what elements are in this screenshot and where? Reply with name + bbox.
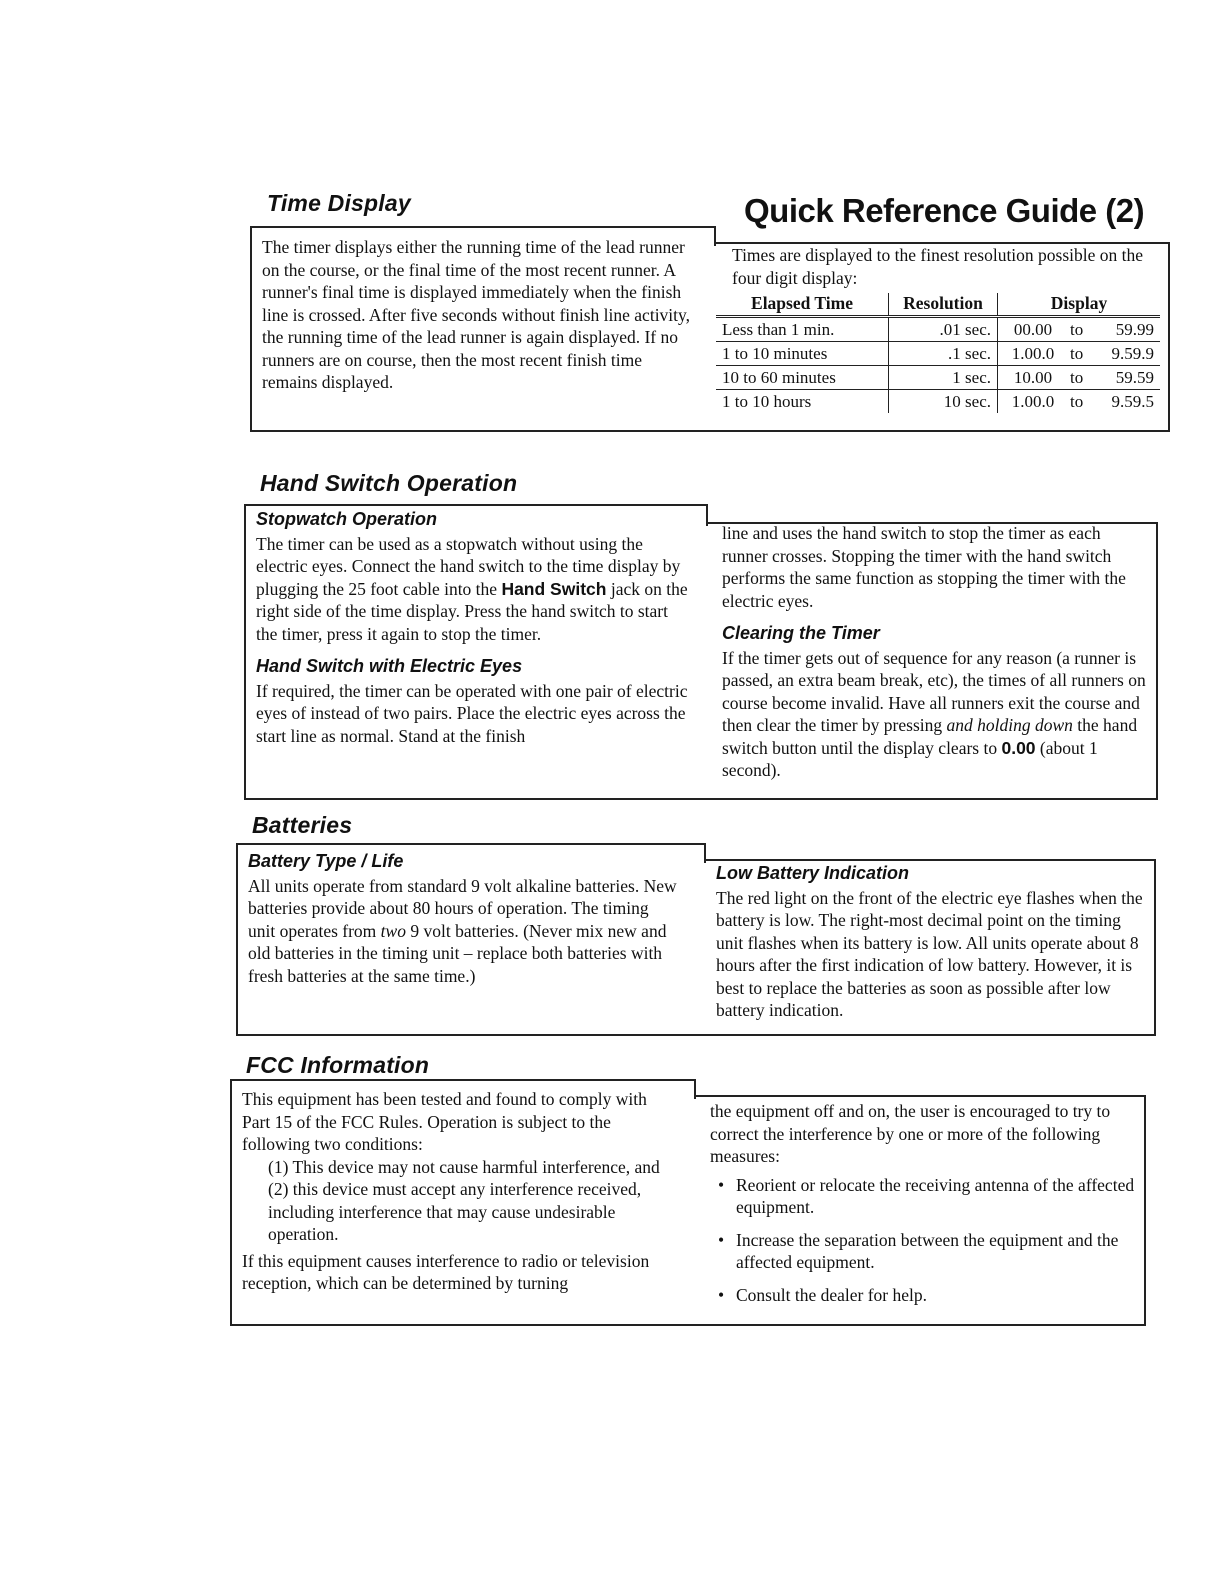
table-row	[716, 342, 1160, 366]
batteries-heading: Batteries	[252, 812, 353, 838]
display-to-cell: to	[1068, 342, 1090, 366]
fcc-text-1: This equipment has been tested and found to comply with Part 15 of the FCC Rules. Operation is subject to the following two conditions:	[242, 1089, 647, 1154]
display-end-cell: 59.99	[1090, 317, 1160, 342]
fcc-right-column	[710, 1100, 1138, 1316]
fcc-continued: the equipment off and on, the user is encouraged to try to correct the interference by one or more of the following measures:	[710, 1101, 1111, 1166]
hand-switch-heading: Hand Switch Operation	[260, 470, 518, 496]
stopwatch-text: The timer can be used as a stopwatch without using the electric eyes. Connect the hand switch to the time display by plugging the 25 foot cable into the Hand Switch jack on the right side of the time display. Press the hand switch to start the timer, press it again to stop the timer.	[256, 533, 688, 644]
time-display-text: The timer displays either the running time of the lead runner on the course, or the final time of the most recent runner. A runner's final time is displayed immediately when the finish line is crossed. After five seconds without finish line activity, the running time of the lead runner is again displayed. If no runners are on course, then the most recent finish time remains displayed.	[262, 237, 691, 392]
time-display-heading: Time Display	[267, 190, 411, 216]
fcc-text-2: If this equipment causes interference to radio or television reception, which can be determined by turning	[242, 1250, 650, 1293]
display-from-cell: 1.00.0	[998, 390, 1069, 414]
list-item: • Increase the separation between the equipment and the affected equipment.	[716, 1229, 1138, 1274]
display-to-cell: to	[1070, 391, 1084, 411]
resolution-cell: .01 sec.	[889, 317, 998, 342]
display-from-cell: 10.00	[998, 366, 1069, 390]
elapsed-cell: 10 to 60 minutes	[716, 366, 889, 390]
elapsed-cell: Less than 1 min.	[716, 317, 889, 342]
with-eyes-text: If required, the timer can be operated with one pair of electric eyes of instead of two pairs. Place the electric eyes across the start line as normal. Stand at the finish	[256, 680, 688, 746]
resolution-cell: 1 sec.	[889, 366, 998, 390]
col-display: Display	[998, 293, 1161, 317]
col-resolution: Resolution	[889, 293, 998, 317]
table-row	[716, 317, 1160, 342]
list-item: • Consult the dealer for help.	[716, 1284, 1138, 1307]
clearing-text: If the timer gets out of sequence for any reason (a runner is passed, an extra beam break, etc), the times of all runners on course become invalid. Have all runners exit the course and then clear the timer by pressing and holding down the hand switch button until the display clears to 0.00 (about 1 second).	[722, 647, 1146, 780]
stopwatch-subheading: Stopwatch Operation	[256, 509, 438, 529]
fcc-heading: FCC Information	[246, 1052, 430, 1078]
display-to-cell: to	[1068, 366, 1090, 390]
display-end-cell: 9.59.9	[1090, 342, 1160, 366]
display-to-cell: to	[1068, 317, 1090, 342]
resolution-cell: 10 sec.	[889, 390, 998, 414]
time-display-intro: Times are displayed to the finest resolution possible on the four digit display:	[732, 245, 1144, 288]
resolution-table	[716, 293, 1160, 413]
with-eyes-continued: line and uses the hand switch to stop the timer as each runner crosses. Stopping the timer with the hand switch performs the same function as stopping the timer with the electric eyes.	[722, 523, 1126, 611]
fcc-measures-list	[716, 1174, 1138, 1307]
low-battery-text: The red light on the front of the electric eye flashes when the battery is low. The right-most decimal point on the timing unit flashes when its battery is low. All units operate about 8 hours after the first indication of low battery. However, it is best to replace the batteries as soon as possible after low battery indication.	[716, 887, 1143, 1020]
list-item: • Reorient or relocate the receiving antenna of the affected equipment.	[716, 1174, 1138, 1219]
table-row	[716, 390, 1160, 414]
elapsed-cell: 1 to 10 minutes	[716, 342, 889, 366]
hand-switch-right-column	[722, 522, 1150, 782]
display-end-cell: 59.59	[1090, 366, 1160, 390]
display-from-cell: 00.00	[998, 317, 1069, 342]
low-battery-subheading: Low Battery Indication	[716, 863, 910, 883]
display-from-cell: 1.00.0	[998, 342, 1069, 366]
low-battery-column	[716, 862, 1146, 1022]
battery-type-column	[248, 850, 678, 987]
battery-type-text: All units operate from standard 9 volt alkaline batteries. New batteries provide about 80 hours of operation. The timing unit operates from two 9 volt batteries. (Never mix new and old batteries in the timing unit – replace both batteries with fresh batteries at the same time.)	[248, 875, 677, 986]
fcc-conditions: (1) This device may not cause harmful interference, and (2) this device must accept any interference received, including interference that may cause undesirable operation.	[268, 1156, 660, 1244]
resolution-cell: .1 sec.	[889, 342, 998, 366]
battery-type-subheading: Battery Type / Life	[248, 851, 404, 871]
page-title: Quick Reference Guide (2)	[744, 192, 1145, 229]
col-elapsed-time: Elapsed Time	[716, 293, 889, 317]
table-row	[716, 366, 1160, 390]
hand-switch-left-column	[256, 508, 692, 747]
display-end-cell: 9.59.5	[1111, 392, 1154, 411]
clearing-subheading: Clearing the Timer	[722, 623, 880, 643]
elapsed-cell: 1 to 10 hours	[722, 392, 812, 411]
fcc-left-column	[242, 1088, 676, 1295]
with-eyes-subheading: Hand Switch with Electric Eyes	[256, 656, 523, 676]
